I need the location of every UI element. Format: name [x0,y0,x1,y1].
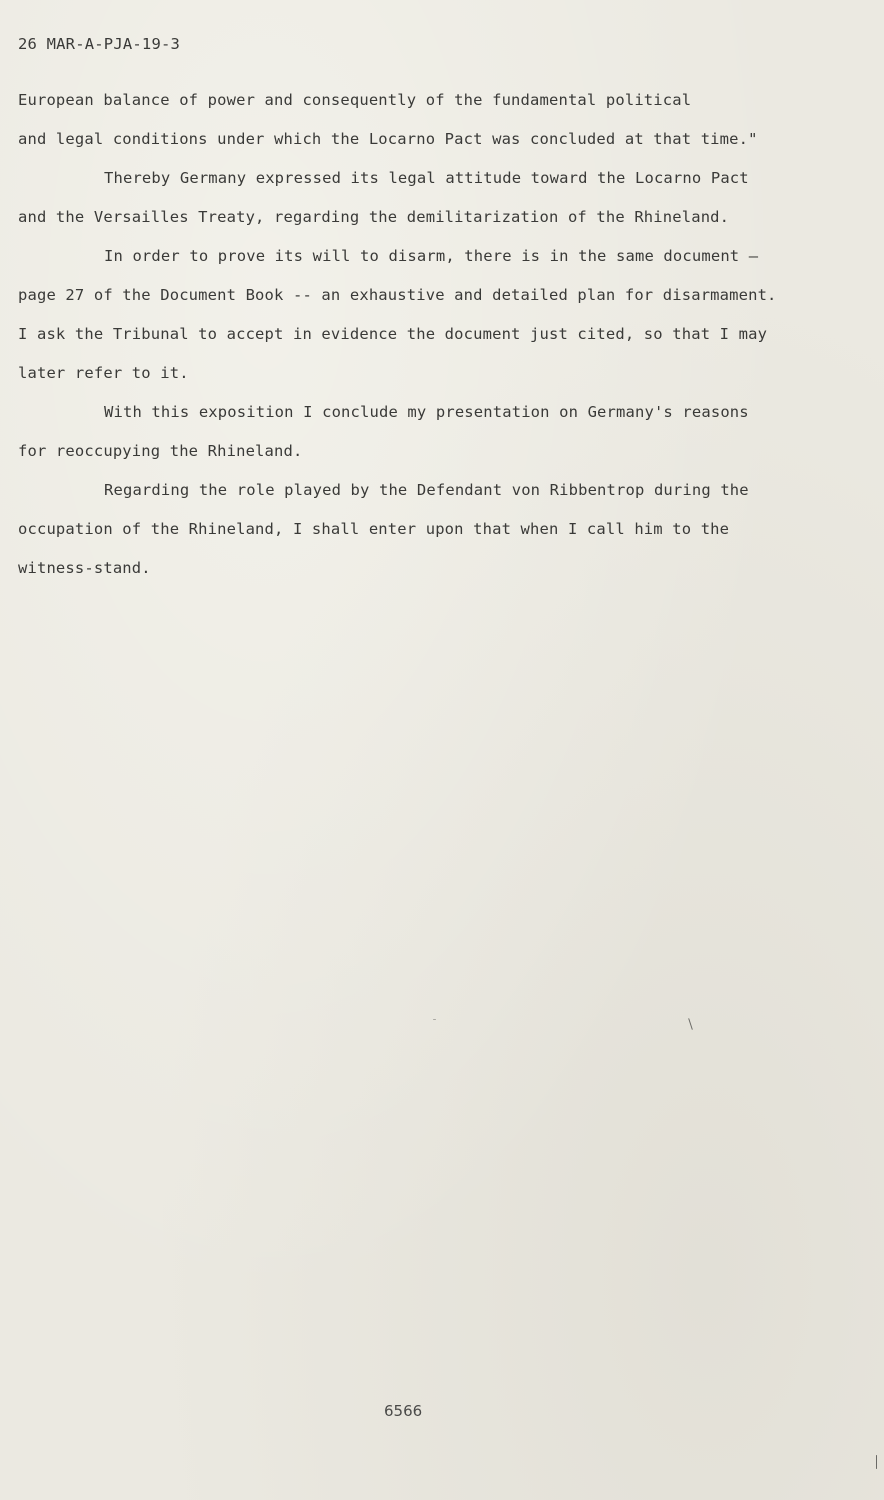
paper-mark [876,1455,877,1469]
text-line: and legal conditions under which the Locarno Pact was concluded at that time." [18,130,758,148]
paper-mark [688,1018,693,1030]
text-line: for reoccupying the Rhineland. [18,442,303,460]
paragraph-first-line: With this exposition I conclude my presentation on Germany's reasons [104,403,749,421]
document-reference-header: 26 MAR-A-PJA-19-3 [18,35,181,53]
text-line: European balance of power and consequently of the fundamental political [18,91,692,109]
text-line: and the Versailles Treaty, regarding the demilitarization of the Rhineland. [18,208,730,226]
text-line: witness-stand. [18,559,151,577]
text-line: I ask the Tribunal to accept in evidence the document just cited, so that I may [18,325,768,343]
text-line: occupation of the Rhineland, I shall enter upon that when I call him to the [18,520,730,538]
paragraph-first-line: In order to prove its will to disarm, there is in the same document — [104,247,759,265]
text-line: page 27 of the Document Book -- an exhaustive and detailed plan for disarmament. [18,286,777,304]
paragraph-first-line: Thereby Germany expressed its legal attitude toward the Locarno Pact [104,169,749,187]
paper-mark [433,1019,436,1020]
page-number: 6566 [384,1402,423,1420]
text-line: later refer to it. [18,364,189,382]
paragraph-first-line: Regarding the role played by the Defendant von Ribbentrop during the [104,481,749,499]
